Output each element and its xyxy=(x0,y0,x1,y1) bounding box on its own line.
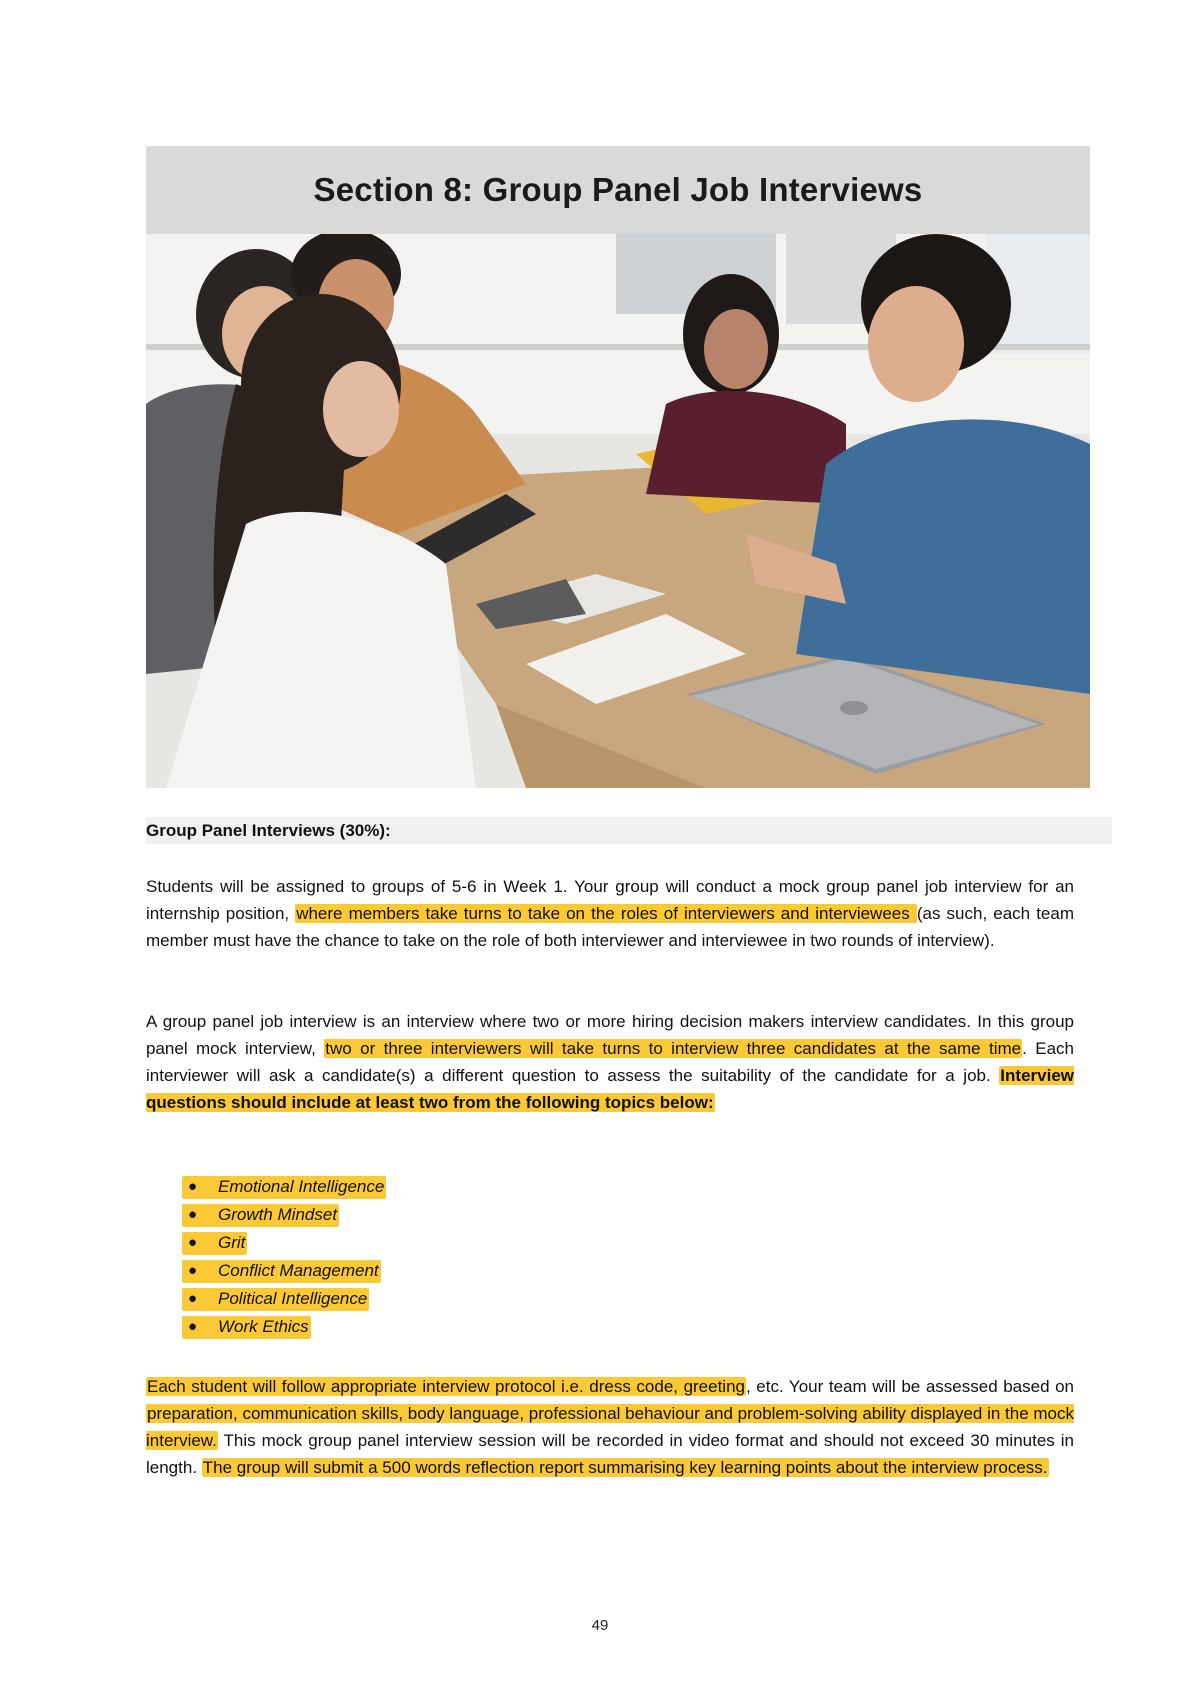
list-item xyxy=(146,1173,386,1201)
topic-label: Conflict Management xyxy=(218,1261,379,1280)
highlighted-text: two or three interviewers will take turns to interview three candidates at the same time xyxy=(325,1039,1022,1058)
highlighted-bold-text: Interview questions should include at least two from the following topics below: xyxy=(146,1066,1074,1112)
bullet-icon: ● xyxy=(188,1262,198,1279)
list-item xyxy=(146,1313,386,1341)
highlighted-text: preparation, communication skills, body language, professional behaviour and problem-solving ability displayed in the mock interview. xyxy=(146,1404,1075,1450)
topic-label: Emotional Intelligence xyxy=(218,1177,385,1196)
page-title: Section 8: Group Panel Job Interviews xyxy=(313,171,923,208)
paragraph-text: Students will be assigned to groups of 5-6 in Week 1. Your group will conduct a mock group panel job interview for an internship position, xyxy=(146,877,1074,923)
paragraph-assignment xyxy=(146,873,1074,954)
paragraph-text: This mock group panel interview session will be recorded in video format and should not exceed 30 minutes in length. xyxy=(146,1431,1074,1477)
paragraph-panel-description xyxy=(146,1008,1074,1116)
topic-list xyxy=(146,1173,386,1341)
highlighted-text: where members take turns to take on the roles of interviewers and interviewees xyxy=(296,904,916,923)
bullet-icon: ● xyxy=(188,1234,198,1251)
bullet-icon: ● xyxy=(188,1206,198,1223)
list-item xyxy=(146,1257,386,1285)
list-item xyxy=(146,1229,386,1257)
list-item xyxy=(146,1285,386,1313)
paragraph-assessment xyxy=(146,1373,1074,1481)
topic-label: Growth Mindset xyxy=(218,1205,338,1224)
paragraph-text: . Each interviewer will ask a candidate(s) a different question to assess the suitability of the candidate for a job. xyxy=(146,1039,1074,1085)
paragraph-text: , etc. Your team will be assessed based on xyxy=(746,1377,1074,1396)
highlighted-text: Each student will follow appropriate interview protocol i.e. dress code, greeting xyxy=(147,1377,745,1396)
bullet-icon: ● xyxy=(188,1318,198,1335)
topic-label: Political Intelligence xyxy=(218,1289,368,1308)
list-item xyxy=(146,1201,386,1229)
section-heading: Group Panel Interviews (30%): xyxy=(146,817,1112,844)
page-number: 49 xyxy=(591,1617,609,1634)
bullet-icon: ● xyxy=(188,1178,198,1195)
paragraph-text: A group panel job interview is an interview where two or more hiring decision makers interview candidates. In this group panel mock interview, xyxy=(146,1012,1074,1058)
title-banner xyxy=(146,146,1090,234)
topic-label: Grit xyxy=(218,1233,246,1252)
highlighted-text: The group will submit a 500 words reflection report summarising key learning points about the interview process. xyxy=(202,1458,1048,1477)
topic-label: Work Ethics xyxy=(218,1317,309,1336)
group-interview-photo xyxy=(146,234,1090,788)
paragraph-text: (as such, each team member must have the chance to take on the role of both interviewer and interviewee in two rounds of interview). xyxy=(146,904,1074,950)
bullet-icon: ● xyxy=(188,1290,198,1307)
